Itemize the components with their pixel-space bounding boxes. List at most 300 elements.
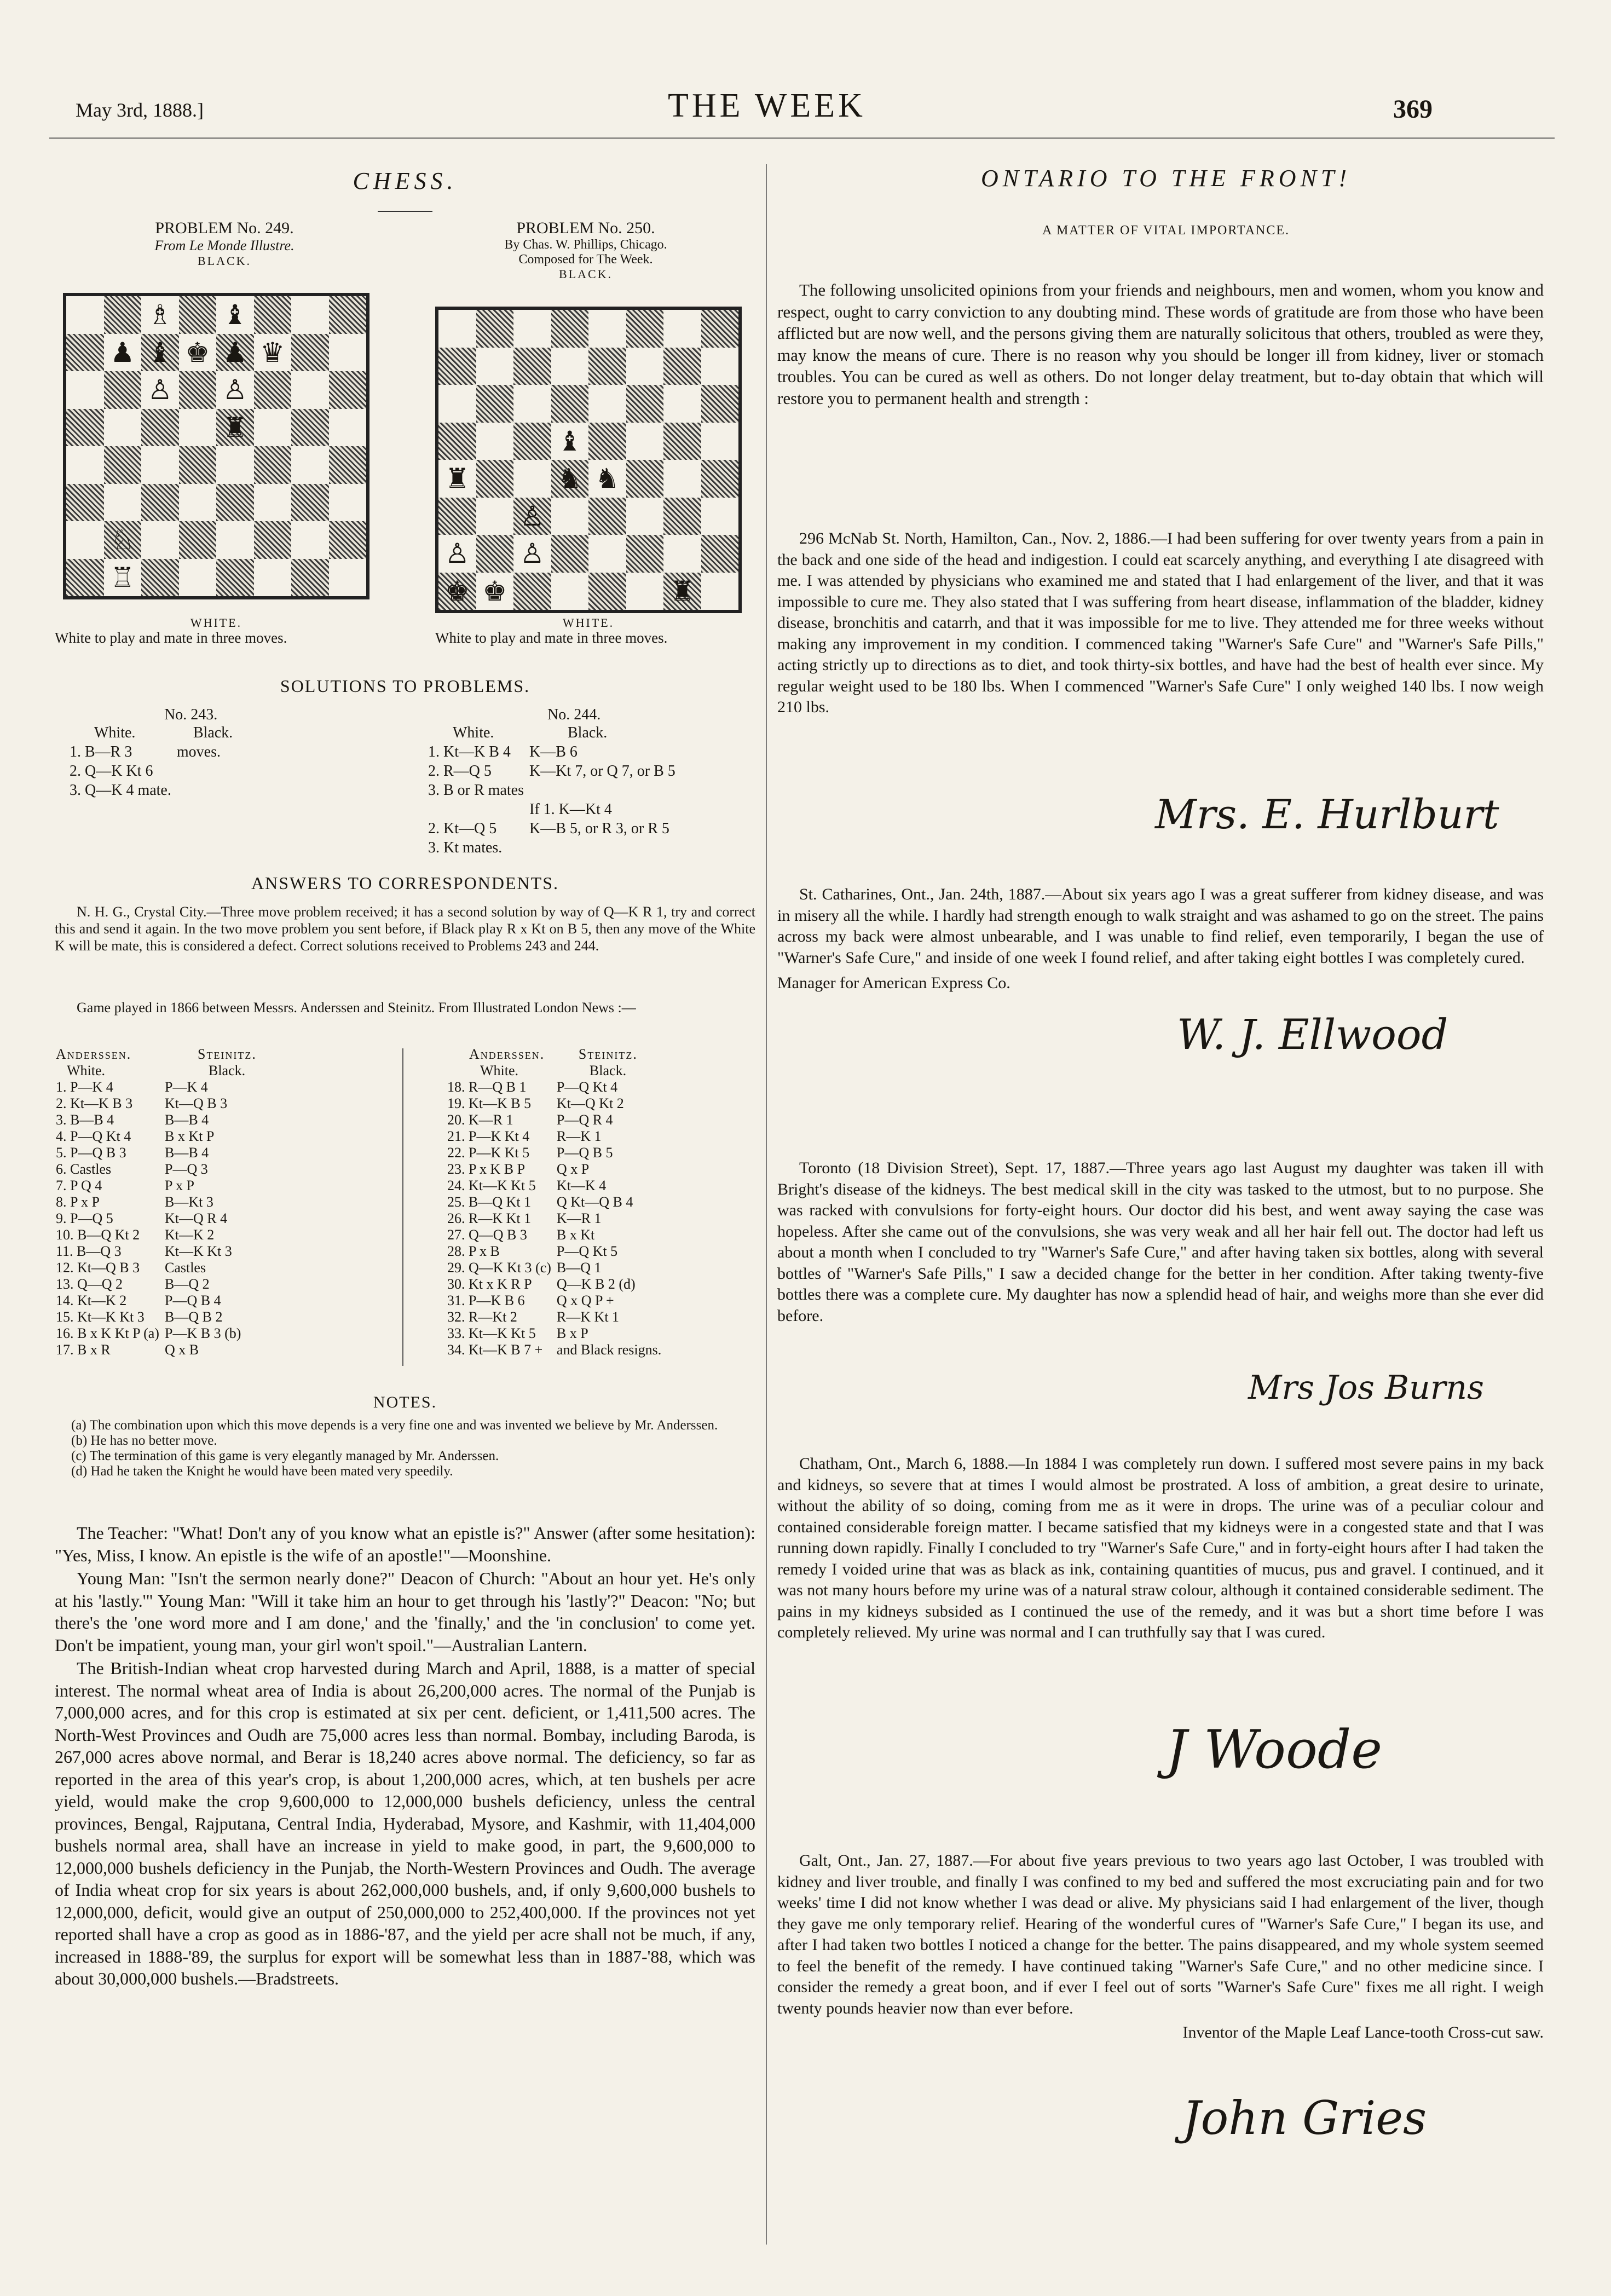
table-row xyxy=(56,1129,261,1144)
table-row xyxy=(447,1293,666,1308)
table-row xyxy=(56,1326,261,1341)
side-label: White. xyxy=(480,1063,519,1078)
table-row xyxy=(447,1145,666,1161)
board-square xyxy=(663,348,701,385)
board-square xyxy=(254,296,292,334)
game-intro-text: Game played in 1866 between Messrs. Anderssen and Steinitz. From Illustrated London News :— xyxy=(77,1000,636,1016)
table-row xyxy=(447,1112,666,1128)
table-cell xyxy=(529,839,680,857)
board-square xyxy=(291,484,329,522)
table-cell: 26. R—K Kt 1 xyxy=(447,1210,532,1226)
table-cell: 3. Kt mates. xyxy=(428,839,503,856)
table-cell: 5. P—Q B 3 xyxy=(56,1145,126,1161)
table-row xyxy=(447,1244,666,1259)
table-row xyxy=(56,1211,261,1226)
table-row xyxy=(428,839,680,857)
board-square xyxy=(513,460,551,498)
table-cell: 17. B x R xyxy=(56,1342,111,1358)
table-cell: R—K Kt 1 xyxy=(556,1309,620,1325)
board-square xyxy=(291,371,329,409)
table-cell: K—Kt 7, or Q 7, or B 5 xyxy=(529,763,675,780)
table-cell: 18. R—Q B 1 xyxy=(447,1079,527,1095)
table-cell: 10. B—Q Kt 2 xyxy=(56,1227,140,1243)
table-row xyxy=(56,1178,261,1193)
board-square xyxy=(476,310,514,348)
problem-250-composed: Composed for The Week. xyxy=(518,252,653,267)
table-cell: If 1. K—Kt 4 xyxy=(529,801,612,818)
answers-title: ANSWERS TO CORRESPONDENTS. xyxy=(251,873,559,893)
table-cell: B x P xyxy=(556,1325,588,1341)
chess-title: CHESS. xyxy=(353,168,458,194)
board-square xyxy=(141,521,179,559)
table-cell: P—Q R 4 xyxy=(556,1112,613,1128)
table-row xyxy=(447,1129,666,1144)
board-square xyxy=(701,573,739,610)
table-cell: Castles xyxy=(164,1260,206,1276)
board-square xyxy=(291,446,329,484)
board-square xyxy=(104,484,142,522)
chess-piece: ♜ xyxy=(663,573,701,610)
table-cell: K—B 6 xyxy=(529,743,578,760)
answers-text xyxy=(55,903,755,954)
chess-board-250 xyxy=(435,307,742,613)
board-square xyxy=(104,296,142,334)
problem-249-white-label: WHITE. xyxy=(190,616,242,630)
board-square xyxy=(588,573,626,610)
chess-piece: ♜ xyxy=(438,460,476,498)
board-square xyxy=(551,385,589,423)
table-cell: Kt—K 4 xyxy=(556,1178,607,1193)
table-row xyxy=(447,1195,666,1210)
chess-piece: ♝ xyxy=(141,334,179,372)
note-item: (d) Had he taken the Knight he would have been mated very speedily. xyxy=(71,1464,453,1479)
table-cell: 21. P—K Kt 4 xyxy=(447,1128,530,1144)
table-cell: P—K 4 xyxy=(164,1079,208,1095)
board-square xyxy=(588,348,626,385)
board-square xyxy=(513,573,551,610)
chess-piece: ♙ xyxy=(438,535,476,573)
chess-piece: ♙ xyxy=(216,371,254,409)
table-cell xyxy=(428,800,528,818)
table-cell: B—B 4 xyxy=(164,1145,209,1161)
chess-piece: ♝ xyxy=(551,423,589,460)
table-cell: 2. Kt—Q 5 xyxy=(428,820,497,837)
table-cell: 1. P—K 4 xyxy=(56,1079,113,1095)
table-row xyxy=(56,1145,261,1161)
board-square xyxy=(701,385,739,423)
board-square xyxy=(588,385,626,423)
chess-piece: ♚ xyxy=(438,573,476,610)
table-cell: P—K B 3 (b) xyxy=(164,1325,241,1341)
table-cell: 25. B—Q Kt 1 xyxy=(447,1194,532,1210)
chess-title-rule xyxy=(378,211,432,212)
chess-piece: ♘ xyxy=(104,521,142,559)
board-square xyxy=(626,573,664,610)
solution-243-table xyxy=(68,723,238,800)
table-row xyxy=(428,781,680,799)
testimonial-text: Galt, Ont., Jan. 27, 1887.—For about five years previous to two years ago last October, I was troubled with kidney and liver trouble, and finally I was confined to my bed and suffered the most excruciating pain and for two weeks' time I did not know whether I was dead or alive. My physicians said I had enlargement of the liver, though they gave me only temporary relief. Hearing of the wonderful cures of "Warner's Safe Cure," I began its use, and after I had taken two bottles I noticed a change for the better. The pains disappeared, and my whole system seemed to feel the benefit of the remedy. I have continued taking "Warner's Safe Cure," and no other medicine since. I consider the remedy a great boon, and if ever I feel out of sorts "Warner's Safe Cure" fixes me all right. I weigh twenty pounds heavier now than ever before. xyxy=(777,1851,1544,2017)
header-rule xyxy=(49,137,1555,139)
board-square xyxy=(438,498,476,535)
signature-gries: John Gries xyxy=(1182,2091,1427,2145)
table-cell: P x P xyxy=(164,1178,194,1193)
table-row xyxy=(447,1260,666,1276)
note-item: (a) The combination upon which this move depends is a very fine one and was invented we believe by Mr. Anderssen. xyxy=(71,1418,718,1433)
table-cell: 9. P—Q 5 xyxy=(56,1210,113,1226)
problem-250-label: PROBLEM No. 250. xyxy=(516,219,655,237)
board-square xyxy=(291,409,329,447)
board-square xyxy=(66,446,104,484)
board-square xyxy=(141,446,179,484)
board-square xyxy=(179,446,217,484)
board-square xyxy=(141,484,179,522)
problem-249-header xyxy=(55,219,394,268)
board-square xyxy=(179,484,217,522)
table-cell: 13. Q—Q 2 xyxy=(56,1276,123,1292)
solution-244-label: No. 244. xyxy=(547,706,601,723)
table-cell: Kt—Q R 4 xyxy=(164,1210,228,1226)
board-square xyxy=(141,559,179,597)
page-header xyxy=(0,82,1611,131)
board-square xyxy=(438,348,476,385)
table-cell: Kt—K 2 xyxy=(164,1227,215,1243)
miscellany-paragraph: The Teacher: "What! Don't any of you know what an epistle is?" Answer (after some hesitation): "Yes, Miss, I know. An epistle is the wife of an apostle!"—Moonshine. xyxy=(55,1523,755,1565)
board-square xyxy=(476,348,514,385)
table-cell: 4. P—Q Kt 4 xyxy=(56,1128,131,1144)
problem-250-black-label: BLACK. xyxy=(558,267,613,281)
table-row xyxy=(447,1211,666,1226)
table-row xyxy=(70,781,237,799)
table-cell: 29. Q—K Kt 3 (c) xyxy=(447,1260,551,1276)
table-row xyxy=(447,1080,666,1095)
board-square xyxy=(551,573,589,610)
board-square xyxy=(216,446,254,484)
table-cell: Q—K B 2 (d) xyxy=(556,1276,636,1292)
column-header: Black. xyxy=(193,724,233,741)
solutions-title: SOLUTIONS TO PROBLEMS. xyxy=(280,676,530,696)
chess-piece: ♚ xyxy=(476,573,514,610)
table-cell: Kt—Q Kt 2 xyxy=(556,1095,624,1111)
board-square xyxy=(329,409,367,447)
board-square xyxy=(254,521,292,559)
board-square xyxy=(104,446,142,484)
table-row xyxy=(56,1080,261,1095)
table-cell: 20. K—R 1 xyxy=(447,1112,513,1128)
board-square xyxy=(476,498,514,535)
table-row xyxy=(70,762,237,780)
table-cell: and Black resigns. xyxy=(556,1342,662,1358)
problem-250-header xyxy=(416,219,755,281)
board-square xyxy=(66,409,104,447)
table-cell: P—Q Kt 4 xyxy=(556,1079,618,1095)
ad-subtitle: A MATTER OF VITAL IMPORTANCE. xyxy=(1042,223,1290,238)
chess-piece: ♖ xyxy=(104,559,142,597)
testimonial-text: St. Catharines, Ont., Jan. 24th, 1887.—About six years ago I was a great sufferer from kidney disease, and was in misery all the while. I hardly had strength enough to walk straight and was ashamed to go on the street. The pains across my back were almost unbearable, and I was unable to find relief, even temporarily, I began the use of "Warner's Safe Cure," and inside of one week I found relief, and after taking eight bottles I was completely cured. xyxy=(777,885,1544,967)
board-square xyxy=(626,460,664,498)
table-row xyxy=(56,1096,261,1111)
board-square xyxy=(701,535,739,573)
table-row xyxy=(56,1260,261,1276)
table-row xyxy=(447,1178,666,1193)
board-square xyxy=(513,423,551,460)
problem-249-black-label: BLACK. xyxy=(197,254,252,268)
miscellany-paragraph: The British-Indian wheat crop harvested during March and April, 1888, is a matter of special interest. The normal wheat area of India is about 26,200,000 acres. The normal of the Punjab is 7,000,000 acres, and for this crop is estimated at six per cent. deficient, or 1,411,500 acres. The North-West Provinces and Oudh are 75,000 acres less than normal. Bombay, including Baroda, is 267,000 acres above normal, and Berar is 18,240 acres above normal. The deficiency, so far as reported in the area of this year's crop, is about 1,200,000 acres, which, at ten bushels per acre yield, would make the crop 9,600,000 to 12,000,000 bushels deficiency, unless the central provinces, Bengal, Rajputana, Central India, Hyderabad, Mysore, and Kashmir, with 11,404,000 bushels normal area, shall have an increase in yield to make good, in part, the 9,600,000 to 12,000,000 bushels deficiency in the Punjab, the North-Western Provinces and Oudh. The average of India wheat crop for six years is about 262,000,000 bushels, and, if only 9,600,000 bushels to 12,000,000, deficit, would give an output of 250,000,000 to 252,400,000. If the provinces not yet reported shall have a crop as good as in 1886-'87, and the yield per acre shall not be much, if any, increased in 1888-'89, the surplus for export will be somewhat less than in 1887-'88, which was about 30,000,000 bushels.—Bradstreets. xyxy=(55,1658,755,1988)
board-square xyxy=(701,348,739,385)
table-cell: 15. Kt—K Kt 3 xyxy=(56,1309,145,1325)
table-row xyxy=(447,1309,666,1325)
testimonial-hamilton xyxy=(777,528,1544,718)
board-square xyxy=(626,385,664,423)
table-row xyxy=(56,1342,261,1358)
table-cell: 8. P x P xyxy=(56,1194,100,1210)
table-cell: 6. Castles xyxy=(56,1161,112,1177)
board-square xyxy=(66,559,104,597)
table-cell: 11. B—Q 3 xyxy=(56,1243,122,1259)
board-square xyxy=(104,409,142,447)
table-row xyxy=(447,1326,666,1341)
table-cell: moves. xyxy=(176,743,221,760)
board-square xyxy=(476,385,514,423)
column-header: White. xyxy=(453,724,494,741)
table-cell: B x Kt P xyxy=(164,1128,215,1144)
game-intro xyxy=(55,999,755,1016)
table-cell: 19. Kt—K B 5 xyxy=(447,1095,532,1111)
table-cell: 27. Q—Q B 3 xyxy=(447,1227,527,1243)
chess-piece: ♛ xyxy=(254,334,292,372)
board-square xyxy=(179,559,217,597)
side-label: Black. xyxy=(208,1063,246,1078)
table-cell: 23. P x K B P xyxy=(447,1161,526,1177)
table-row xyxy=(428,762,680,780)
table-cell: 22. P—K Kt 5 xyxy=(447,1145,530,1161)
board-square xyxy=(663,385,701,423)
table-row xyxy=(56,1195,261,1210)
table-row xyxy=(428,820,680,838)
board-square xyxy=(329,484,367,522)
table-row xyxy=(56,1162,261,1177)
board-square xyxy=(588,310,626,348)
board-square xyxy=(329,446,367,484)
board-square xyxy=(254,484,292,522)
table-cell xyxy=(529,781,680,799)
board-square xyxy=(329,559,367,597)
table-cell xyxy=(177,762,237,780)
board-square xyxy=(663,310,701,348)
table-cell: 2. R—Q 5 xyxy=(428,763,492,780)
signature-woode: J Woode xyxy=(1166,1719,1383,1780)
table-row xyxy=(428,800,680,818)
column-divider xyxy=(766,164,767,2245)
problem-250-author: By Chas. W. Phillips, Chicago. xyxy=(504,238,667,252)
board-square xyxy=(254,409,292,447)
board-square xyxy=(701,460,739,498)
table-cell: 33. Kt—K Kt 5 xyxy=(447,1325,536,1341)
board-square xyxy=(513,310,551,348)
board-square xyxy=(291,334,329,372)
chess-piece: ♟ xyxy=(104,334,142,372)
table-cell: 31. P—K B 6 xyxy=(447,1293,525,1308)
board-square xyxy=(701,498,739,535)
board-square xyxy=(329,371,367,409)
table-cell: Q Kt—Q B 4 xyxy=(556,1194,633,1210)
table-row xyxy=(56,1293,261,1308)
testimonial-footer: Inventor of the Maple Leaf Lance-tooth Cross-cut saw. xyxy=(1182,2023,1544,2041)
board-square xyxy=(329,521,367,559)
chess-board-249 xyxy=(63,293,369,599)
table-cell: 3. B or R mates xyxy=(428,782,524,799)
board-square xyxy=(663,535,701,573)
testimonial-galt xyxy=(777,1850,1544,2044)
game-column-divider xyxy=(402,1048,403,1366)
board-square xyxy=(329,296,367,334)
board-square xyxy=(291,559,329,597)
board-square xyxy=(179,409,217,447)
problem-249-caption: White to play and mate in three moves. xyxy=(55,630,287,646)
chess-piece: ♜ xyxy=(216,409,254,447)
table-cell: B—Q 1 xyxy=(556,1260,602,1276)
testimonial-st-catharines xyxy=(777,884,1544,994)
table-cell: 12. Kt—Q B 3 xyxy=(56,1260,140,1276)
player-header: Steinitz. xyxy=(197,1046,257,1062)
testimonial-text: 296 McNab St. North, Hamilton, Can., Nov. 2, 1886.—I had been suffering for over twenty years from a pain in the back and one side of the head and indigestion. I could eat scarcely anything, and everything I ate disagreed with me. I was attended by physicians who examined me and stated that I had enlargement of the liver, and that it was impossible to cure me. They also stated that I was suffering from heart disease, inflammation of the bladder, kidney disease, bronchitis and catarrh, and that it was impossible for me to live. They attended me for three weeks without making any improvement in my condition. I commenced taking "Warner's Safe Cure" and "Warner's Safe Pills," acting strictly up to directions as to diet, and took thirty-six bottles, and have had the best of health ever since. My regular weight used to be 180 lbs. When I commenced "Warner's Safe Cure" I only weighed 140 lbs. I now weigh 210 lbs. xyxy=(777,529,1544,716)
table-cell: 3. Q—K 4 mate. xyxy=(70,782,171,799)
table-row xyxy=(447,1227,666,1243)
testimonial-text: Chatham, Ont., March 6, 1888.—In 1884 I was completely run down. I suffered most severe pains in my back and kidneys, so severe that at times I would almost be prostrated. A loss of ambition, a great desire to urinate, without the ability of so doing, coming from me as it were in drops. The urine was of a peculiar colour and contained considerable foreign matter. I became satisfied that my kidneys were in a congested state and that I was running down rapidly. Finally I concluded to try "Warner's Safe Cure," and in forty-eight hours after I had taken the remedy I voided urine that was as black as ink, containing quantities of mucus, pus and gravel. I continued, and it was not many hours before my urine was of a natural straw colour, although it contained considerable sediment. The pains in my kidneys subsided as I continued the use of the remedy, and it was but a short time before I was completely relieved. My urine was normal and I can truthfully say that I was cured. xyxy=(777,1455,1544,1641)
board-square xyxy=(551,348,589,385)
table-cell: 2. Q—K Kt 6 xyxy=(70,763,153,780)
solution-243-label: No. 243. xyxy=(164,706,218,723)
problem-249-label: PROBLEM No. 249. xyxy=(155,219,294,237)
table-cell: Kt—K Kt 3 xyxy=(164,1243,232,1259)
table-cell: R—K 1 xyxy=(556,1128,602,1144)
table-cell: 2. Kt—K B 3 xyxy=(56,1095,133,1111)
problem-249-source: From Le Monde Illustre. xyxy=(154,238,295,253)
answer-paragraph: N. H. G., Crystal City.—Three move problem received; it has a second solution by way of Q—K R 1, try and correct this and send it again. In the two move problem you sent before, if Black play R x Kt on B 5, then any move of the White K will be mate, this is considered a defect. Correct solutions received to Problems 243 and 244. xyxy=(55,904,755,954)
notes-list xyxy=(71,1418,755,1479)
board-square xyxy=(663,498,701,535)
table-cell: P—Q 3 xyxy=(164,1161,208,1177)
table-cell: Kt—Q B 3 xyxy=(164,1095,228,1111)
board-square xyxy=(513,385,551,423)
board-square xyxy=(216,484,254,522)
table-row xyxy=(56,1227,261,1243)
signature-burns: Mrs Jos Burns xyxy=(1248,1369,1484,1407)
note-item: (b) He has no better move. xyxy=(71,1433,217,1448)
table-row xyxy=(56,1244,261,1259)
board-square xyxy=(66,521,104,559)
table-cell: B—Kt 3 xyxy=(164,1194,213,1210)
board-square xyxy=(66,296,104,334)
testimonial-footer: Manager for American Express Co. xyxy=(777,974,1011,992)
chess-piece: ♗ xyxy=(141,296,179,334)
column-header: White. xyxy=(94,724,136,741)
board-square xyxy=(588,535,626,573)
board-square xyxy=(626,310,664,348)
table-cell: 28. P x B xyxy=(447,1243,500,1259)
board-square xyxy=(551,310,589,348)
game-score-left xyxy=(55,1046,262,1359)
table-cell: P—Q Kt 5 xyxy=(556,1243,618,1259)
solution-244-table xyxy=(427,723,681,858)
board-square xyxy=(179,296,217,334)
table-cell: P—Q B 5 xyxy=(556,1145,613,1161)
board-square xyxy=(179,371,217,409)
testimonial-toronto xyxy=(777,1158,1544,1326)
player-header: Anderssen. xyxy=(56,1046,132,1062)
board-square xyxy=(701,423,739,460)
table-cell: B x Kt xyxy=(556,1227,595,1243)
ad-title: ONTARIO TO THE FRONT! xyxy=(980,165,1352,192)
table-cell: Q x P xyxy=(556,1161,590,1177)
testimonial-chatham xyxy=(777,1453,1544,1643)
board-square xyxy=(476,535,514,573)
table-cell: 7. P Q 4 xyxy=(56,1178,102,1193)
table-row xyxy=(447,1342,666,1358)
board-square xyxy=(551,498,589,535)
board-square xyxy=(254,559,292,597)
page-number: 369 xyxy=(1393,95,1433,124)
board-square xyxy=(626,535,664,573)
board-square xyxy=(588,498,626,535)
board-square xyxy=(291,521,329,559)
table-cell: 1. B—R 3 xyxy=(70,743,132,760)
signature-hurlburt: Mrs. E. Hurlburt xyxy=(1155,791,1499,838)
table-row xyxy=(56,1309,261,1325)
board-square xyxy=(104,371,142,409)
table-cell: 32. R—Kt 2 xyxy=(447,1309,517,1325)
miscellany-column xyxy=(55,1522,755,1991)
table-cell: 34. Kt—K B 7 + xyxy=(447,1342,543,1358)
game-score-right xyxy=(446,1046,667,1359)
table-cell: P—Q B 4 xyxy=(164,1293,221,1308)
board-square xyxy=(476,423,514,460)
table-cell: B—Q B 2 xyxy=(164,1309,223,1325)
board-square xyxy=(66,334,104,372)
board-square xyxy=(141,409,179,447)
board-square xyxy=(254,446,292,484)
board-square xyxy=(551,535,589,573)
chess-piece: ♞ xyxy=(551,460,589,498)
notes-title: NOTES. xyxy=(373,1393,437,1411)
board-square xyxy=(626,348,664,385)
ad-intro-text: The following unsolicited opinions from your friends and neighbours, men and women, whom you know and respect, ought to carry conviction to any doubting mind. These words of gratitude are from those who have been afflicted but are now well, and the persons giving them are naturally solicitous that others, troubled as were they, may know the means of cure. There is no reason why you should be longer ill from kidney, liver or stomach troubles. You can be cured as well as others. Do not longer delay treatment, but to-day obtain that which will restore you to permanent health and strength : xyxy=(777,280,1544,408)
board-square xyxy=(588,423,626,460)
table-cell: 3. B—B 4 xyxy=(56,1112,114,1128)
board-square xyxy=(663,423,701,460)
chess-piece: ♞ xyxy=(588,460,626,498)
board-square xyxy=(329,334,367,372)
table-cell xyxy=(177,781,237,799)
side-label: White. xyxy=(67,1063,106,1078)
board-square xyxy=(66,371,104,409)
board-square xyxy=(476,460,514,498)
table-row xyxy=(56,1277,261,1292)
board-square xyxy=(216,521,254,559)
chess-piece: ♙ xyxy=(513,498,551,535)
table-row xyxy=(447,1277,666,1292)
note-item: (c) The termination of this game is very elegantly managed by Mr. Anderssen. xyxy=(71,1449,499,1463)
signature-ellwood: W. J. Ellwood xyxy=(1177,1010,1448,1059)
table-row xyxy=(447,1162,666,1177)
chess-piece: ♟ xyxy=(216,334,254,372)
testimonial-text: Toronto (18 Division Street), Sept. 17, 1887.—Three years ago last August my daughter was taken ill with Bright's disease of the kidneys. The best medical skill in the city was tasked to the utmost, but to no purpose. She was racked with convulsions for forty-eight hours. Our doctor did his best, and went away saying the case was hopeless. After she came out of the convulsions, she was very weak and all her hair fell out. The doctor had left us about a month when I concluded to try "Warner's Safe Cure," and after having taken six bottles, along with several bottles of "Warner's Safe Pills," I saw a decided change for the better in her condition. After taking twenty-five bottles there was a complete cure. My daughter has now a splendid head of hair, and weighs more than she ever did before. xyxy=(777,1159,1544,1325)
board-square xyxy=(513,348,551,385)
board-square xyxy=(663,460,701,498)
board-square xyxy=(626,423,664,460)
board-square xyxy=(438,385,476,423)
board-square xyxy=(626,498,664,535)
journal-title: THE WEEK xyxy=(668,87,866,124)
